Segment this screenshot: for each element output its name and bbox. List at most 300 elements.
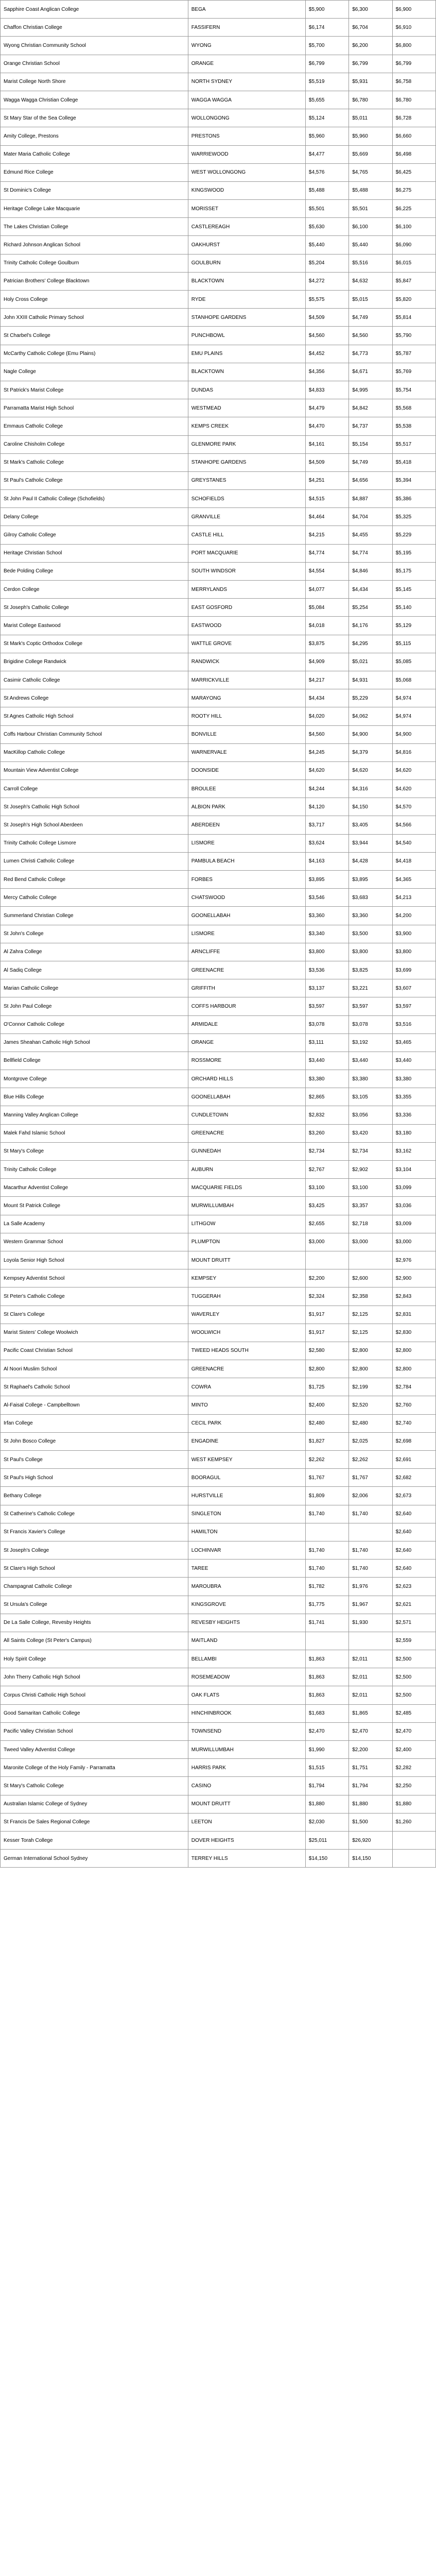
- fee-1-cell: $3,340: [305, 925, 348, 943]
- fee-1-cell: $3,000: [305, 1233, 348, 1251]
- table-row: [1, 1541, 436, 1559]
- fee-3-cell: $6,425: [392, 163, 435, 181]
- fee-3-cell: $6,090: [392, 236, 435, 254]
- fee-1-cell: $3,360: [305, 907, 348, 925]
- fee-2-cell: $4,900: [349, 725, 392, 743]
- school-name-cell: James Sheahan Catholic High School: [1, 1033, 188, 1052]
- fee-1-cell: $4,272: [305, 272, 348, 290]
- suburb-cell: GOONELLABAH: [188, 907, 305, 925]
- fee-1-cell: $2,324: [305, 1287, 348, 1306]
- suburb-cell: MORISSET: [188, 200, 305, 218]
- fee-1-cell: $1,827: [305, 1432, 348, 1450]
- school-name-cell: Corpus Christi Catholic High School: [1, 1686, 188, 1704]
- suburb-cell: EMU PLAINS: [188, 345, 305, 363]
- fee-3-cell: $2,800: [392, 1342, 435, 1360]
- school-name-cell: St Patrick's Marist College: [1, 381, 188, 399]
- fee-2-cell: $4,749: [349, 309, 392, 327]
- table-row: [1, 925, 436, 943]
- table-row: [1, 1686, 436, 1704]
- fee-1-cell: $1,794: [305, 1777, 348, 1795]
- suburb-cell: RYDE: [188, 291, 305, 309]
- fee-2-cell: $6,300: [349, 1, 392, 19]
- fee-2-cell: $3,825: [349, 961, 392, 979]
- fee-1-cell: $4,477: [305, 145, 348, 163]
- table-row: [1, 1795, 436, 1813]
- fee-2-cell: $3,105: [349, 1088, 392, 1106]
- suburb-cell: MACQUARIE FIELDS: [188, 1179, 305, 1197]
- school-name-cell: Bellfield College: [1, 1052, 188, 1070]
- suburb-cell: WAGGA WAGGA: [188, 91, 305, 109]
- suburb-cell: CASTLEREAGH: [188, 218, 305, 236]
- school-name-cell: St Mark's Catholic College: [1, 453, 188, 471]
- table-row: [1, 834, 436, 852]
- suburb-cell: MINTO: [188, 1396, 305, 1414]
- fee-1-cell: $1,782: [305, 1578, 348, 1596]
- fee-3-cell: $6,728: [392, 109, 435, 127]
- suburb-cell: BELLAMBI: [188, 1650, 305, 1668]
- fee-1-cell: $3,800: [305, 943, 348, 961]
- fee-3-cell: $3,699: [392, 961, 435, 979]
- suburb-cell: MOUNT DRUITT: [188, 1251, 305, 1269]
- fee-3-cell: $5,790: [392, 327, 435, 345]
- table-row: [1, 1850, 436, 1868]
- fee-3-cell: $2,640: [392, 1560, 435, 1578]
- fee-3-cell: $5,129: [392, 617, 435, 635]
- fee-2-cell: $3,000: [349, 1233, 392, 1251]
- suburb-cell: FASSIFERN: [188, 19, 305, 37]
- fee-2-cell: $1,740: [349, 1541, 392, 1559]
- table-row: [1, 1306, 436, 1324]
- table-row: [1, 1668, 436, 1686]
- suburb-cell: MARAYONG: [188, 689, 305, 707]
- table-row: [1, 417, 436, 435]
- fee-1-cell: $1,990: [305, 1741, 348, 1759]
- table-row: [1, 1251, 436, 1269]
- fee-2-cell: $4,620: [349, 761, 392, 779]
- table-row: [1, 671, 436, 689]
- school-name-cell: La Salle Academy: [1, 1215, 188, 1233]
- table-row: [1, 798, 436, 816]
- fee-1-cell: $1,515: [305, 1759, 348, 1777]
- table-row: [1, 1414, 436, 1432]
- suburb-cell: BOORAGUL: [188, 1469, 305, 1487]
- fee-2-cell: $3,100: [349, 1179, 392, 1197]
- school-name-cell: St John Paul II Catholic College (Schofields): [1, 490, 188, 508]
- fee-3-cell: $5,418: [392, 453, 435, 471]
- fee-3-cell: $5,068: [392, 671, 435, 689]
- fee-3-cell: $5,568: [392, 399, 435, 417]
- fee-3-cell: $5,847: [392, 272, 435, 290]
- fee-2-cell: $4,434: [349, 581, 392, 599]
- fee-3-cell: $5,769: [392, 363, 435, 381]
- suburb-cell: GUNNEDAH: [188, 1142, 305, 1160]
- school-name-cell: Delany College: [1, 508, 188, 526]
- fee-3-cell: $3,000: [392, 1233, 435, 1251]
- fee-1-cell: $4,434: [305, 689, 348, 707]
- fee-2-cell: $2,902: [349, 1161, 392, 1179]
- school-name-cell: Al Zahra College: [1, 943, 188, 961]
- school-name-cell: Amity College, Prestons: [1, 127, 188, 145]
- suburb-cell: CASINO: [188, 1777, 305, 1795]
- school-name-cell: Montgrove College: [1, 1070, 188, 1088]
- fee-3-cell: $5,538: [392, 417, 435, 435]
- fee-1-cell: $5,575: [305, 291, 348, 309]
- fee-2-cell: $1,500: [349, 1813, 392, 1831]
- suburb-cell: AUBURN: [188, 1161, 305, 1179]
- fee-1-cell: $4,251: [305, 471, 348, 489]
- suburb-cell: ORANGE: [188, 55, 305, 73]
- suburb-cell: MERRYLANDS: [188, 581, 305, 599]
- school-name-cell: Holy Cross College: [1, 291, 188, 309]
- suburb-cell: WEST KEMPSEY: [188, 1451, 305, 1469]
- fee-2-cell: $3,056: [349, 1106, 392, 1124]
- table-row: [1, 943, 436, 961]
- fee-1-cell: $2,767: [305, 1161, 348, 1179]
- fee-2-cell: $2,199: [349, 1378, 392, 1396]
- suburb-cell: BONVILLE: [188, 725, 305, 743]
- school-name-cell: St Francis De Sales Regional College: [1, 1813, 188, 1831]
- table-row: [1, 272, 436, 290]
- suburb-cell: WESTMEAD: [188, 399, 305, 417]
- school-name-cell: Mercy Catholic College: [1, 889, 188, 907]
- table-row: [1, 617, 436, 635]
- suburb-cell: SCHOFIELDS: [188, 490, 305, 508]
- table-row: [1, 581, 436, 599]
- school-name-cell: Trinity Catholic College Lismore: [1, 834, 188, 852]
- fee-2-cell: $2,480: [349, 1414, 392, 1432]
- fee-2-cell: $1,740: [349, 1505, 392, 1523]
- fee-3-cell: $4,213: [392, 889, 435, 907]
- fee-3-cell: $5,787: [392, 345, 435, 363]
- suburb-cell: MARRICKVILLE: [188, 671, 305, 689]
- table-row: [1, 19, 436, 37]
- fee-1-cell: $1,740: [305, 1505, 348, 1523]
- fee-1-cell: $3,380: [305, 1070, 348, 1088]
- school-name-cell: Al Sadiq College: [1, 961, 188, 979]
- school-name-cell: Kesser Torah College: [1, 1831, 188, 1849]
- fee-3-cell: $4,974: [392, 689, 435, 707]
- table-row: [1, 91, 436, 109]
- suburb-cell: BEGA: [188, 1, 305, 19]
- fee-1-cell: $2,262: [305, 1451, 348, 1469]
- fee-3-cell: $2,500: [392, 1650, 435, 1668]
- fee-2-cell: $4,176: [349, 617, 392, 635]
- school-name-cell: St Agnes Catholic High School: [1, 707, 188, 725]
- fee-2-cell: $2,025: [349, 1432, 392, 1450]
- school-name-cell: St Peter's Catholic College: [1, 1287, 188, 1306]
- table-row: [1, 1070, 436, 1088]
- school-name-cell: Parramatta Marist High School: [1, 399, 188, 417]
- fee-3-cell: $2,682: [392, 1469, 435, 1487]
- school-name-cell: St Paul's Catholic College: [1, 471, 188, 489]
- fee-1-cell: [305, 1251, 348, 1269]
- fee-1-cell: $1,863: [305, 1668, 348, 1686]
- school-name-cell: Marist College Eastwood: [1, 617, 188, 635]
- school-name-cell: Loyola Senior High School: [1, 1251, 188, 1269]
- fee-2-cell: $3,192: [349, 1033, 392, 1052]
- fee-1-cell: $4,479: [305, 399, 348, 417]
- table-row: [1, 1741, 436, 1759]
- school-name-cell: Pacific Coast Christian School: [1, 1342, 188, 1360]
- suburb-cell: TAREE: [188, 1560, 305, 1578]
- fee-3-cell: $3,162: [392, 1142, 435, 1160]
- fee-3-cell: $2,740: [392, 1414, 435, 1432]
- fee-1-cell: $14,150: [305, 1850, 348, 1868]
- table-row: [1, 55, 436, 73]
- fee-3-cell: $2,282: [392, 1759, 435, 1777]
- suburb-cell: GREENACRE: [188, 961, 305, 979]
- table-row: [1, 544, 436, 562]
- table-row: [1, 871, 436, 889]
- school-name-cell: The Lakes Christian College: [1, 218, 188, 236]
- fee-3-cell: $3,465: [392, 1033, 435, 1052]
- table-row: [1, 1360, 436, 1378]
- fee-2-cell: $1,767: [349, 1469, 392, 1487]
- suburb-cell: WARRIEWOOD: [188, 145, 305, 163]
- suburb-cell: KEMPS CREEK: [188, 417, 305, 435]
- table-row: [1, 490, 436, 508]
- fee-1-cell: $5,655: [305, 91, 348, 109]
- table-row: [1, 1523, 436, 1541]
- school-name-cell: Malek Fahd Islamic School: [1, 1124, 188, 1142]
- fee-1-cell: $2,734: [305, 1142, 348, 1160]
- table-row: [1, 200, 436, 218]
- table-row: [1, 508, 436, 526]
- fee-3-cell: $6,910: [392, 19, 435, 37]
- fee-3-cell: $5,386: [392, 490, 435, 508]
- suburb-cell: HURSTVILLE: [188, 1487, 305, 1505]
- school-name-cell: Blue Hills College: [1, 1088, 188, 1106]
- suburb-cell: LITHGOW: [188, 1215, 305, 1233]
- table-row: [1, 1614, 436, 1632]
- fee-1-cell: $1,863: [305, 1686, 348, 1704]
- fee-1-cell: $1,863: [305, 1650, 348, 1668]
- school-name-cell: John XXIII Catholic Primary School: [1, 309, 188, 327]
- fee-1-cell: $3,100: [305, 1179, 348, 1197]
- fee-1-cell: $3,875: [305, 635, 348, 653]
- fee-2-cell: $3,440: [349, 1052, 392, 1070]
- table-row: [1, 1650, 436, 1668]
- fee-1-cell: $1,767: [305, 1469, 348, 1487]
- table-row: [1, 1432, 436, 1450]
- suburb-cell: EAST GOSFORD: [188, 599, 305, 617]
- suburb-cell: GOULBURN: [188, 254, 305, 272]
- fee-2-cell: $6,799: [349, 55, 392, 73]
- table-row: [1, 1451, 436, 1469]
- fee-3-cell: $6,780: [392, 91, 435, 109]
- fee-1-cell: $2,030: [305, 1813, 348, 1831]
- fee-1-cell: $6,174: [305, 19, 348, 37]
- table-row: [1, 1269, 436, 1287]
- fee-3-cell: $3,336: [392, 1106, 435, 1124]
- school-name-cell: Al Noori Muslim School: [1, 1360, 188, 1378]
- suburb-cell: BROULEE: [188, 780, 305, 798]
- fee-1-cell: $4,163: [305, 852, 348, 870]
- fee-2-cell: [349, 1632, 392, 1650]
- fee-3-cell: $4,570: [392, 798, 435, 816]
- table-row: [1, 1142, 436, 1160]
- fee-2-cell: $2,800: [349, 1360, 392, 1378]
- fee-2-cell: $2,200: [349, 1741, 392, 1759]
- school-name-cell: Casimir Catholic College: [1, 671, 188, 689]
- fee-1-cell: $3,536: [305, 961, 348, 979]
- fee-3-cell: $2,673: [392, 1487, 435, 1505]
- fee-2-cell: $5,488: [349, 181, 392, 199]
- fee-1-cell: $5,960: [305, 127, 348, 145]
- fee-1-cell: $3,597: [305, 997, 348, 1015]
- table-row: [1, 1233, 436, 1251]
- school-name-cell: Brigidine College Randwick: [1, 653, 188, 671]
- fee-3-cell: $2,760: [392, 1396, 435, 1414]
- school-name-cell: Maronite College of the Holy Family - Parramatta: [1, 1759, 188, 1777]
- school-name-cell: O'Connor Catholic College: [1, 1015, 188, 1033]
- fee-2-cell: $6,100: [349, 218, 392, 236]
- fee-2-cell: $4,560: [349, 327, 392, 345]
- fee-2-cell: $5,960: [349, 127, 392, 145]
- fee-1-cell: $4,077: [305, 581, 348, 599]
- table-row: [1, 1378, 436, 1396]
- suburb-cell: OAK FLATS: [188, 1686, 305, 1704]
- school-name-cell: St Mary's Catholic College: [1, 1777, 188, 1795]
- suburb-cell: EASTWOOD: [188, 617, 305, 635]
- school-name-cell: St Ursula's College: [1, 1596, 188, 1614]
- fee-2-cell: $2,011: [349, 1668, 392, 1686]
- fee-3-cell: $3,440: [392, 1052, 435, 1070]
- fee-1-cell: $5,900: [305, 1, 348, 19]
- fee-3-cell: $6,275: [392, 181, 435, 199]
- school-name-cell: St Mark's Coptic Orthodox College: [1, 635, 188, 653]
- school-name-cell: Caroline Chisholm College: [1, 435, 188, 453]
- fee-1-cell: $1,880: [305, 1795, 348, 1813]
- fee-1-cell: $2,200: [305, 1269, 348, 1287]
- fee-1-cell: $5,440: [305, 236, 348, 254]
- fee-3-cell: $2,571: [392, 1614, 435, 1632]
- table-row: [1, 961, 436, 979]
- fee-2-cell: $5,011: [349, 109, 392, 127]
- fee-2-cell: $5,021: [349, 653, 392, 671]
- fee-2-cell: [349, 1251, 392, 1269]
- table-row: [1, 109, 436, 127]
- fee-3-cell: $3,800: [392, 943, 435, 961]
- fee-1-cell: $4,217: [305, 671, 348, 689]
- fee-3-cell: $2,500: [392, 1668, 435, 1686]
- fee-3-cell: $6,015: [392, 254, 435, 272]
- fee-1-cell: $4,020: [305, 707, 348, 725]
- school-name-cell: Lumen Christi Catholic College: [1, 852, 188, 870]
- suburb-cell: COFFS HARBOUR: [188, 997, 305, 1015]
- school-name-cell: Wagga Wagga Christian College: [1, 91, 188, 109]
- table-row: [1, 1124, 436, 1142]
- fee-2-cell: $1,930: [349, 1614, 392, 1632]
- school-name-cell: St Joseph's High School Aberdeen: [1, 816, 188, 834]
- school-name-cell: St Mary's College: [1, 1142, 188, 1160]
- suburb-cell: KINGSWOOD: [188, 181, 305, 199]
- fee-1-cell: [305, 1523, 348, 1541]
- fee-3-cell: $5,325: [392, 508, 435, 526]
- table-row: [1, 1578, 436, 1596]
- school-name-cell: Mater Maria Catholic College: [1, 145, 188, 163]
- fee-1-cell: $3,546: [305, 889, 348, 907]
- fee-3-cell: $5,145: [392, 581, 435, 599]
- suburb-cell: PORT MACQUARIE: [188, 544, 305, 562]
- fee-3-cell: $4,566: [392, 816, 435, 834]
- fee-1-cell: $5,488: [305, 181, 348, 199]
- table-row: [1, 1487, 436, 1505]
- fee-3-cell: $2,640: [392, 1523, 435, 1541]
- table-row: [1, 399, 436, 417]
- school-name-cell: Manning Valley Anglican College: [1, 1106, 188, 1124]
- suburb-cell: MAITLAND: [188, 1632, 305, 1650]
- school-name-cell: Carroll College: [1, 780, 188, 798]
- suburb-cell: SINGLETON: [188, 1505, 305, 1523]
- fee-3-cell: [392, 1850, 435, 1868]
- school-name-cell: St Raphael's Catholic School: [1, 1378, 188, 1396]
- fee-3-cell: $1,260: [392, 1813, 435, 1831]
- fee-2-cell: $1,751: [349, 1759, 392, 1777]
- fee-2-cell: $2,800: [349, 1342, 392, 1360]
- suburb-cell: GRANVILLE: [188, 508, 305, 526]
- fee-1-cell: $5,630: [305, 218, 348, 236]
- fee-1-cell: $2,480: [305, 1414, 348, 1432]
- fee-2-cell: $3,221: [349, 979, 392, 997]
- suburb-cell: BLACKTOWN: [188, 272, 305, 290]
- fee-1-cell: $5,204: [305, 254, 348, 272]
- fee-3-cell: $2,470: [392, 1722, 435, 1740]
- fee-3-cell: $3,516: [392, 1015, 435, 1033]
- school-name-cell: Summerland Christian College: [1, 907, 188, 925]
- suburb-cell: STANHOPE GARDENS: [188, 309, 305, 327]
- table-row: [1, 163, 436, 181]
- fee-3-cell: $5,175: [392, 562, 435, 580]
- fee-2-cell: $4,846: [349, 562, 392, 580]
- school-name-cell: Cerdon College: [1, 581, 188, 599]
- suburb-cell: MOUNT DRUITT: [188, 1795, 305, 1813]
- suburb-cell: PRESTONS: [188, 127, 305, 145]
- table-row: [1, 653, 436, 671]
- school-name-cell: St Clare's College: [1, 1306, 188, 1324]
- school-name-cell: Mountain View Adventist College: [1, 761, 188, 779]
- table-row: [1, 780, 436, 798]
- fee-1-cell: $4,245: [305, 743, 348, 761]
- fee-2-cell: $2,125: [349, 1324, 392, 1342]
- fee-2-cell: $4,062: [349, 707, 392, 725]
- fee-2-cell: $4,150: [349, 798, 392, 816]
- table-row: [1, 599, 436, 617]
- fee-2-cell: $3,360: [349, 907, 392, 925]
- school-name-cell: Emmaus Catholic College: [1, 417, 188, 435]
- suburb-cell: LISMORE: [188, 834, 305, 852]
- fee-2-cell: $5,669: [349, 145, 392, 163]
- school-name-cell: St Mary Star of the Sea College: [1, 109, 188, 127]
- school-name-cell: Heritage College Lake Macquarie: [1, 200, 188, 218]
- table-row: [1, 236, 436, 254]
- fee-1-cell: $4,576: [305, 163, 348, 181]
- table-row: [1, 435, 436, 453]
- table-row: [1, 1324, 436, 1342]
- fee-2-cell: $1,740: [349, 1560, 392, 1578]
- fee-2-cell: $2,358: [349, 1287, 392, 1306]
- school-name-cell: Al-Faisal College - Campbelltown: [1, 1396, 188, 1414]
- fee-2-cell: $3,500: [349, 925, 392, 943]
- fee-2-cell: $3,420: [349, 1124, 392, 1142]
- school-name-cell: Marian Catholic College: [1, 979, 188, 997]
- school-name-cell: De La Salle College, Revesby Heights: [1, 1614, 188, 1632]
- suburb-cell: ABERDEEN: [188, 816, 305, 834]
- school-name-cell: Irfan College: [1, 1414, 188, 1432]
- fee-1-cell: $1,725: [305, 1378, 348, 1396]
- fee-1-cell: $4,018: [305, 617, 348, 635]
- school-name-cell: St Clare's High School: [1, 1560, 188, 1578]
